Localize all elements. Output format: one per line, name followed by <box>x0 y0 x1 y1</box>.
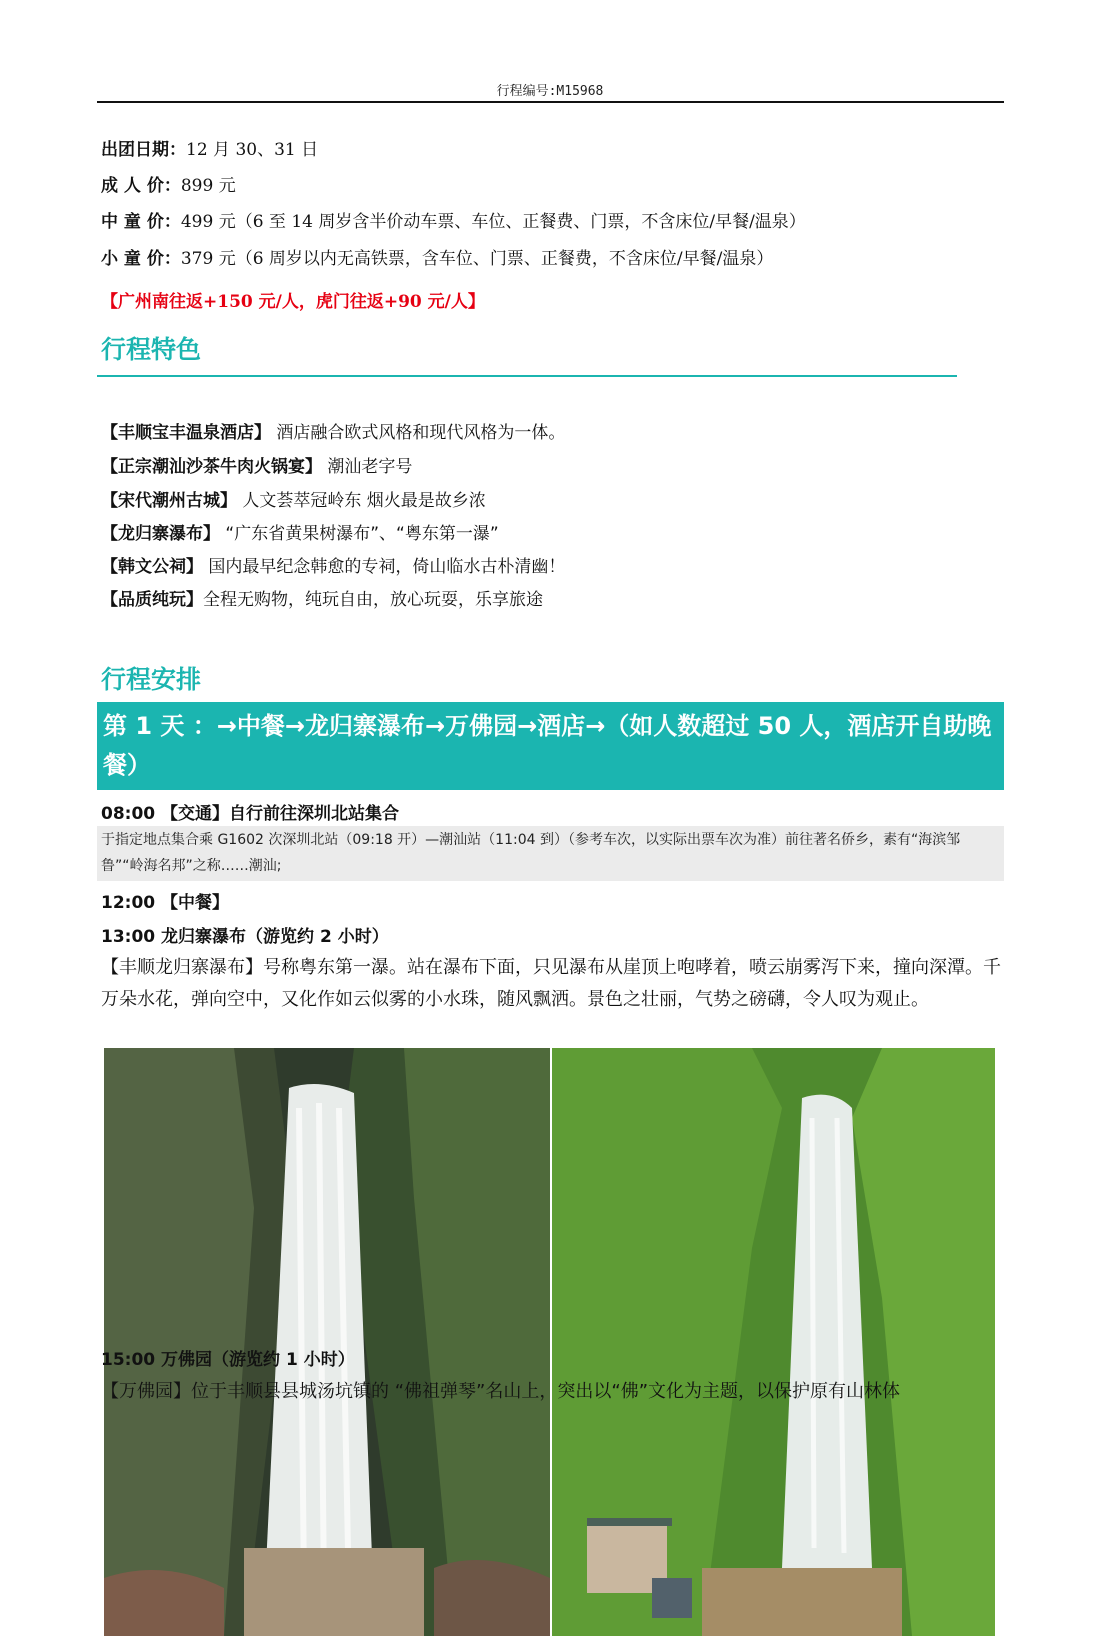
feature-tag: 【龙归寨瀑布】 <box>101 524 220 544</box>
header-divider <box>97 101 1004 103</box>
kid-price-value: 379 元（6 周岁以内无高铁票，含车位、门票、正餐费，不含床位/早餐/温泉） <box>180 249 774 269</box>
feature-tag: 【正宗潮汕沙茶牛肉火锅宴】 <box>101 457 322 477</box>
waterfall-description: 【丰顺龙归寨瀑布】号称粤东第一瀑。站在瀑布下面，只见瀑布从崖顶上咆哮着，喷云崩雾泻下来，撞向深潭。千万朵水花，弹向空中，又化作如云似雾的小水珠，随风飘洒。景色之壮丽，气势之磅礴，令人叹为观止。 <box>101 957 1001 1010</box>
feature-item <box>101 519 499 544</box>
features-divider <box>97 375 957 377</box>
wanfo-garden-description: 【万佛园】位于丰顺县县城汤坑镇的 “佛祖弹琴”名山上，突出以“佛”文化为主题，以保护原有山林体 <box>101 1381 901 1402</box>
waterfall-photo-right <box>552 1048 995 1636</box>
surcharge-note: 【广州南往返+150 元/人，虎门往返+90 元/人】 <box>101 292 485 312</box>
feature-text: 潮汕老字号 <box>322 457 413 477</box>
feature-text: 国内最早纪念韩愈的专祠，倚山临水古朴清幽！ <box>203 557 566 577</box>
feature-item <box>101 418 565 443</box>
features-title: 行程特色 <box>101 335 202 364</box>
child-price-line <box>101 212 806 232</box>
feature-item <box>101 452 412 477</box>
time-1500: 15:00 万佛园（游览约 1 小时） <box>101 1350 355 1370</box>
adult-price-label: 成 人 价： <box>101 176 181 196</box>
feature-item <box>101 585 543 610</box>
feature-text: 酒店融合欧式风格和现代风格为一体。 <box>271 423 566 443</box>
departure-date-label: 出团日期： <box>101 140 186 160</box>
child-price-label: 中 童 价： <box>101 212 181 232</box>
waterfall-photo-left <box>104 1048 550 1636</box>
feature-tag: 【宋代潮州古城】 <box>101 491 237 511</box>
feature-item <box>101 486 486 511</box>
feature-item <box>101 552 565 577</box>
time-1300: 13:00 龙归寨瀑布（游览约 2 小时） <box>101 927 389 947</box>
itinerary-code: 行程编号:M15968 <box>496 84 604 99</box>
feature-tag: 【丰顺宝丰温泉酒店】 <box>101 423 271 443</box>
feature-tag: 【韩文公祠】 <box>101 557 203 577</box>
adult-price-value: 899 元 <box>180 176 236 196</box>
departure-date-value: 12 月 30、31 日 <box>186 140 319 160</box>
schedule-title: 行程安排 <box>101 665 202 694</box>
adult-price-line <box>101 176 236 196</box>
feature-tag: 【品质纯玩】 <box>101 590 203 610</box>
time-0800: 08:00 【交通】自行前往深圳北站集合 <box>101 804 400 824</box>
day-1-banner: 第 1 天 ：→中餐→龙归寨瀑布→万佛园→酒店→（如人数超过 50 人，酒店开自助晚餐） <box>97 702 1004 790</box>
feature-text: “广东省黄果树瀑布”、“粤东第一瀑” <box>220 524 499 544</box>
feature-text: 全程无购物，纯玩自由，放心玩耍，乐享旅途 <box>203 590 543 610</box>
child-price-value: 499 元（6 至 14 周岁含半价动车票、车位、正餐费、门票，不含床位/早餐/温泉） <box>180 212 806 232</box>
departure-date-line <box>101 140 318 160</box>
kid-price-label: 小 童 价： <box>101 249 181 269</box>
time-1200: 12:00 【中餐】 <box>101 893 230 913</box>
transport-description: 于指定地点集合乘 G1602 次深圳北站（09:18 开）—潮汕站（11:04 到）（参考车次，以实际出票车次为准）前往著名侨乡，素有“海滨邹鲁”“岭海名邦”之称……潮汕; <box>97 826 1004 881</box>
kid-price-line <box>101 249 773 269</box>
feature-text: 人文荟萃冠岭东 烟火最是故乡浓 <box>237 491 486 511</box>
